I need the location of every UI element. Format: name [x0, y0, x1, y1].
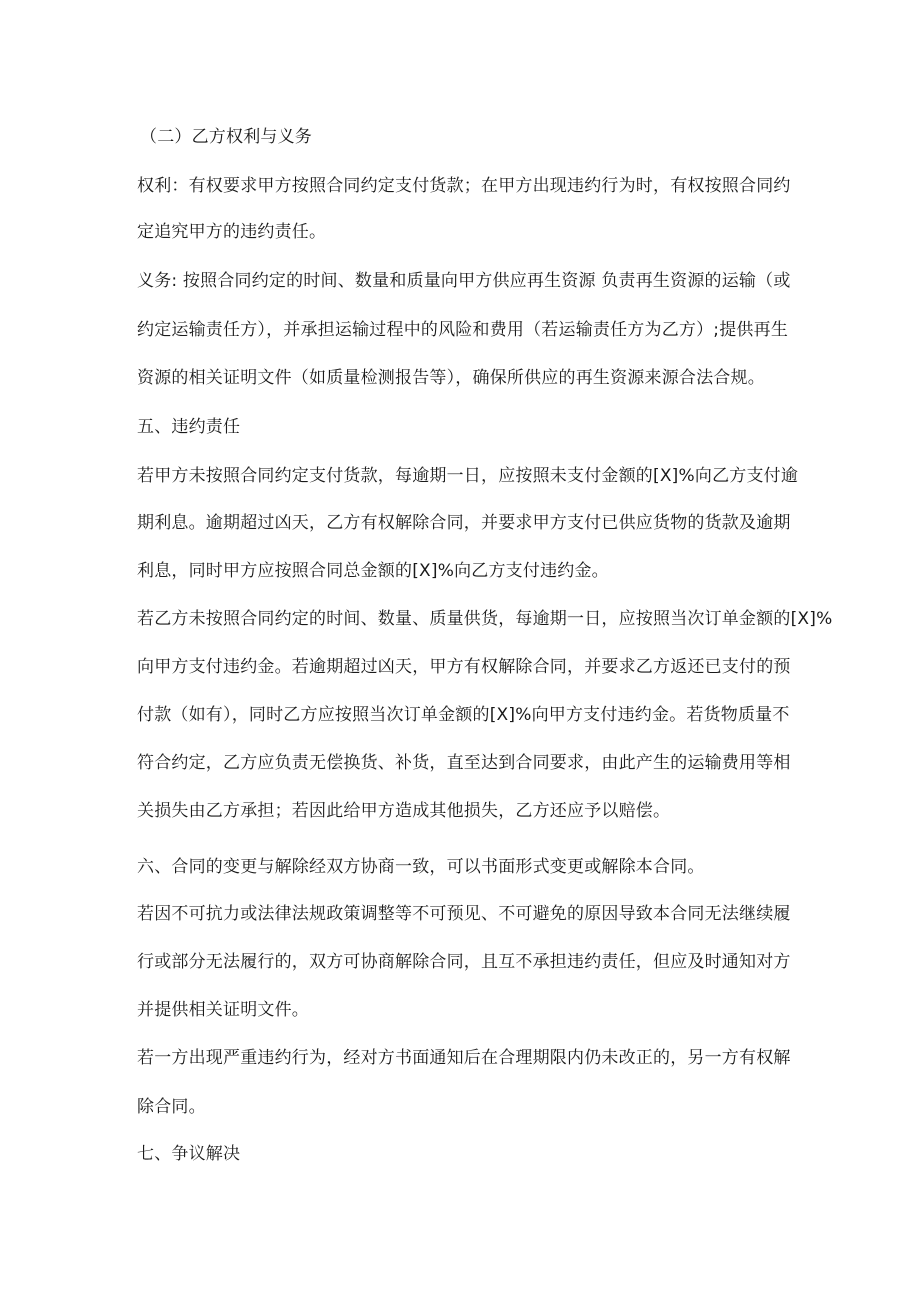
paragraph-line: 资源的相关证明文件（如质量检测报告等），确保所供应的再生资源来源合法合规。: [137, 368, 765, 388]
section-heading-dispute: 七、争议解决: [137, 1144, 241, 1164]
paragraph-line: 除合同。: [137, 1097, 206, 1117]
paragraph-line: 符合约定，乙方应负责无偿换货、补货，直至达到合同要求，由此产生的运输费用等相: [137, 753, 791, 773]
paragraph-line: 利息，同时甲方应按照合同总金额的[X]%向乙方支付违约金。: [137, 561, 609, 581]
section-heading-breach: 五、违约责任: [137, 417, 241, 437]
paragraph-line: 定追究甲方的违约责任。: [137, 222, 327, 242]
paragraph-line: 期利息。逾期超过凶天，乙方有权解除合同，并要求甲方支付已供应货物的货款及逾期: [137, 513, 791, 533]
paragraph-line: 约定运输责任方），并承担运输过程中的风险和费用（若运输责任方为乙方）;提供再生: [137, 320, 789, 340]
paragraph-line: 向甲方支付违约金。若逾期超过凶天，甲方有权解除合同，并要求乙方返还已支付的预: [137, 657, 791, 677]
paragraph-line: 付款（如有），同时乙方应按照当次订单金额的[X]%向甲方支付违约金。若货物质量不: [137, 705, 790, 725]
paragraph-line: 若甲方未按照合同约定支付货款，每逾期一日，应按照未支付金额的[X]%向乙方支付逾: [137, 466, 799, 486]
paragraph-line: 行或部分无法履行的，双方可协商解除合同，且互不承担违约责任，但应及时通知对方: [137, 952, 791, 972]
paragraph-line: 若因不可抗力或法律法规政策调整等不可预见、不可避免的原因导致本合同无法继续履: [137, 904, 791, 924]
section-heading-party-b-rights: （二）乙方权利与义务: [140, 127, 312, 147]
paragraph-line: 义务: 按照合同约定的时间、数量和质量向甲方供应再生资源 负责再生资源的运输（或: [137, 271, 791, 291]
paragraph-line: 权利：有权要求甲方按照合同约定支付货款；在甲方出现违约行为时，有权按照合同约: [137, 176, 791, 196]
paragraph-line: 并提供相关证明文件。: [137, 1000, 309, 1020]
paragraph-line: 若乙方未按照合同约定的时间、数量、质量供货，每逾期一日，应按照当次订单金额的[X]%: [137, 609, 833, 629]
paragraph-line: 关损失由乙方承担；若因此给甲方造成其他损失，乙方还应予以赔偿。: [137, 801, 671, 821]
paragraph-line: 若一方出现严重违约行为，经对方书面通知后在合理期限内仍未改正的，另一方有权解: [137, 1048, 791, 1068]
section-heading-amendment: 六、合同的变更与解除经双方协商一致，可以书面形式变更或解除本合同。: [137, 857, 705, 877]
